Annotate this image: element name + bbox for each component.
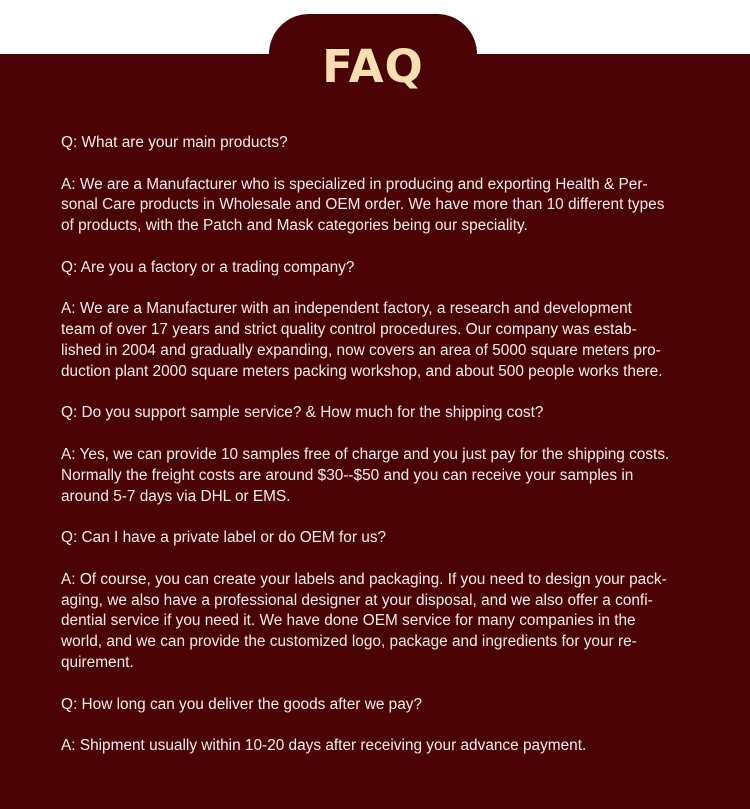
faq-answer: [61, 175, 721, 237]
answer-line: around 5-7 days via DHL or EMS.: [61, 487, 291, 505]
question-text: Q: What are your main products?: [61, 134, 288, 151]
answer-line: A: We are a Manufacturer who is specialized in producing and exporting Health & Per-: [61, 175, 648, 193]
answer-line: sonal Care products in Wholesale and OEM order. We have more than 10 different types: [61, 196, 665, 214]
answer-line: A: Yes, we can provide 10 samples free of charge and you just pay for the shipping costs.: [61, 445, 670, 463]
answer-line: world, and we can provide the customized logo, package and ingredients for your re-: [61, 633, 637, 651]
faq-question: [61, 133, 721, 154]
faq-question: [61, 258, 721, 279]
faq-list: [61, 133, 721, 757]
question-text: Q: Can I have a private label or do OEM for us?: [61, 529, 387, 547]
answer-line: aging, we also have a professional designer at your disposal, and we also offer a confi-: [61, 591, 653, 609]
faq-question: [61, 695, 721, 716]
answer-line: A: Of course, you can create your labels and packaging. If you need to design your pack-: [61, 570, 667, 588]
answer-line: dential service if you need it. We have done OEM service for many companies in the: [61, 612, 636, 630]
question-text: Q: How long can you deliver the goods after we pay?: [61, 695, 423, 713]
answer-line: quirement.: [61, 653, 134, 671]
faq-answer: [61, 445, 721, 507]
answer-line: team of over 17 years and strict quality control procedures. Our company was estab-: [61, 321, 637, 339]
faq-question: [61, 528, 721, 549]
faq-answer: [61, 736, 721, 757]
faq-answer: [61, 299, 721, 382]
answer-line: of products, with the Patch and Mask categories being our speciality.: [61, 217, 528, 235]
answer-line: lished in 2004 and gradually expanding, now covers an area of 5000 square meters pro-: [61, 341, 661, 359]
answer-line: duction plant 2000 square meters packing workshop, and about 500 people works there.: [61, 362, 663, 380]
question-text: Q: Are you a factory or a trading company?: [61, 258, 355, 276]
answer-line: Normally the freight costs are around $30--$50 and you can receive your samples in: [61, 466, 634, 484]
page-title: FAQ: [322, 40, 424, 93]
question-text: Q: Do you support sample service? & How much for the shipping cost?: [61, 404, 544, 422]
faq-answer: [61, 570, 721, 674]
answer-line: A: Shipment usually within 10-20 days after receiving your advance payment.: [61, 737, 587, 755]
answer-line: A: We are a Manufacturer with an independent factory, a research and development: [61, 300, 632, 318]
faq-question: [61, 403, 721, 424]
